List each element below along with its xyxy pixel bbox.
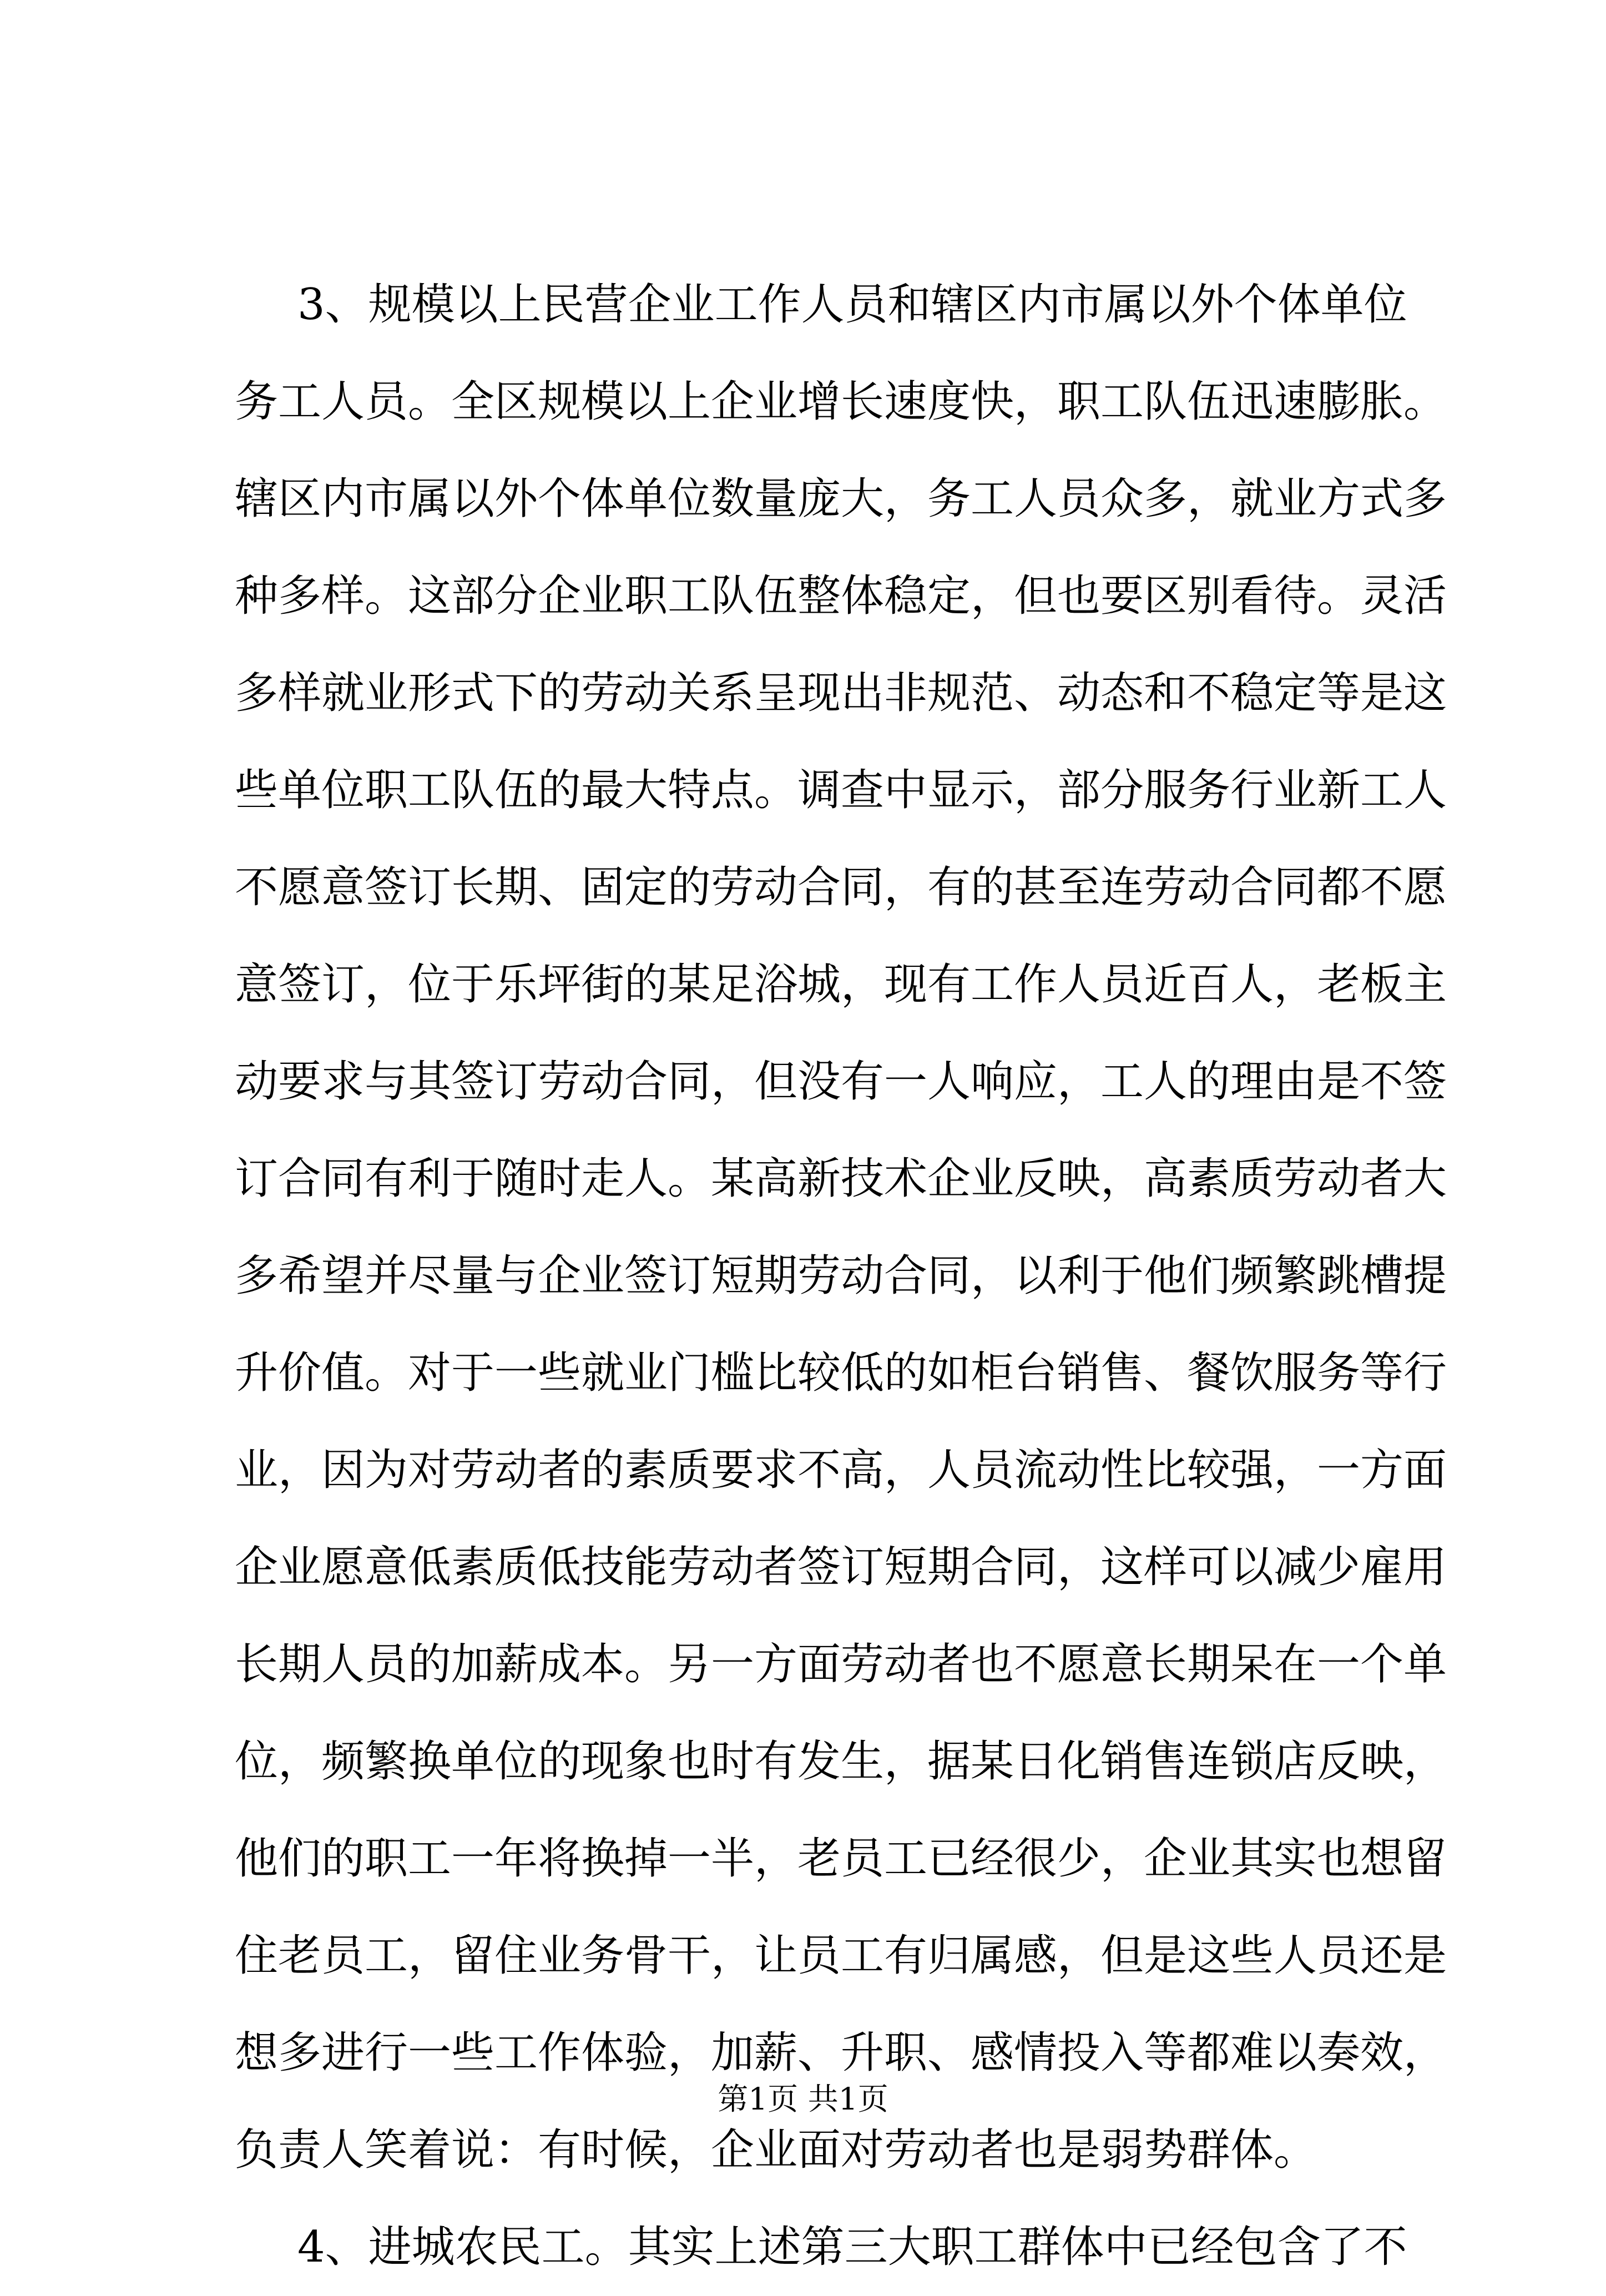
- text-line: 业，因为对劳动者的素质要求不高，人员流动性比较强，一方面: [235, 1445, 1447, 1495]
- text-line: 务工人员。全区规模以上企业增长速度快，职工队伍迅速膨胀。: [235, 377, 1447, 427]
- text-line: 位，频繁换单位的现象也时有发生，据某日化销售连锁店反映，: [235, 1737, 1447, 1787]
- text-line: 不愿意签订长期、固定的劳动合同，有的甚至连劳动合同都不愿: [235, 862, 1447, 912]
- text-line: 动要求与其签订劳动合同，但没有一人响应，工人的理由是不签: [235, 1057, 1447, 1107]
- text-line: 多样就业形式下的劳动关系呈现出非规范、动态和不稳定等是这: [235, 668, 1447, 718]
- text-line: 种多样。这部分企业职工队伍整体稳定，但也要区别看待。灵活: [235, 571, 1447, 621]
- text-line: 意签订，位于乐坪街的某足浴城，现有工作人员近百人，老板主: [235, 960, 1447, 1010]
- text-line: 他们的职工一年将换掉一半，老员工已经很少，企业其实也想留: [235, 1834, 1447, 1884]
- text-line: 想多进行一些工作体验，加薪、升职、感情投入等都难以奏效，: [235, 2028, 1447, 2078]
- text-line: 企业愿意低素质低技能劳动者签订短期合同，这样可以减少雇用: [235, 1542, 1447, 1592]
- text-line: 长期人员的加薪成本。另一方面劳动者也不愿意长期呆在一个单: [235, 1639, 1447, 1689]
- text-line: 负责人笑着说：有时候，企业面对劳动者也是弱势群体。: [235, 2125, 1317, 2175]
- text-line: 订合同有利于随时走人。某高新技术企业反映，高素质劳动者大: [235, 1154, 1447, 1204]
- page-footer: 第1页 共1页: [718, 2081, 888, 2117]
- document-body: [235, 256, 1447, 2296]
- text-line: 住老员工，留住业务骨干，让员工有归属感，但是这些人员还是: [235, 1931, 1447, 1981]
- text-line: 多希望并尽量与企业签订短期劳动合同，以利于他们频繁跳槽提: [235, 1251, 1447, 1301]
- text-line: 升价值。对于一些就业门槛比较低的如柜台销售、餐饮服务等行: [235, 1348, 1447, 1398]
- text-line: 4、进城农民工。其实上述第三大职工群体中已经包含了不: [297, 2222, 1407, 2272]
- text-line: 辖区内市属以外个体单位数量庞大，务工人员众多，就业方式多: [235, 474, 1447, 524]
- text-line: 些单位职工队伍的最大特点。调查中显示，部分服务行业新工人: [235, 765, 1447, 815]
- text-line: 3、规模以上民营企业工作人员和辖区内市属以外个体单位: [297, 280, 1407, 330]
